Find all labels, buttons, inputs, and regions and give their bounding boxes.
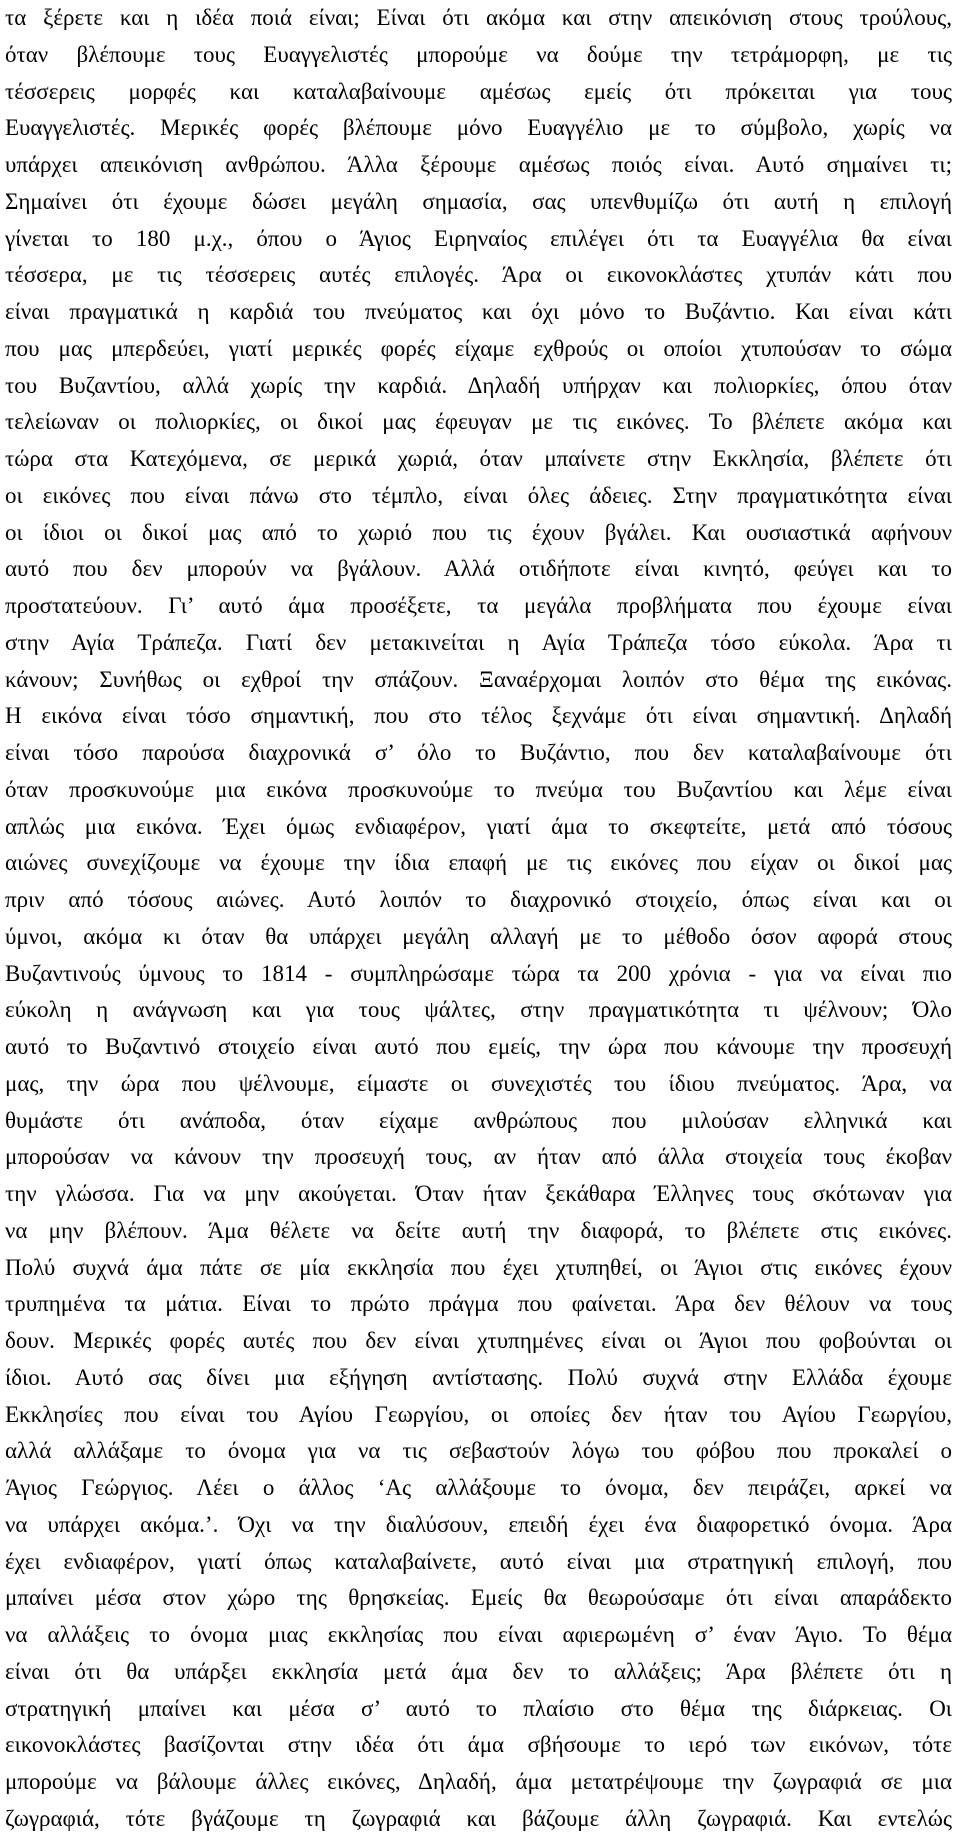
text-line: μπαίνει μέσα στον χώρο της θρησκείας. Εμείς θα θεωρούσαμε ότι είναι απαράδεκτο <box>5 1585 952 1611</box>
text-line: στην Αγία Τράπεζα. Γιατί δεν μετακινείται η Αγία Τράπεζα τόσο εύκολα. Άρα τι <box>5 629 952 655</box>
text-line: δουν. Μερικές φορές αυτές που δεν είναι χτυπημένες είναι οι Άγιοι που φοβούνται οι <box>5 1328 952 1353</box>
text-line: Πολύ συχνά άμα πάτε σε μία εκκλησία που έχει χτυπηθεί, οι Άγιοι στις εικόνες έχουν <box>5 1254 952 1280</box>
text-line: να υπάρχει ακόμα.’. Όχι να την διαλύσουν, επειδή έχει ένα διαφορετικό όνομα. Άρα <box>5 1511 952 1537</box>
text-line: Η εικόνα είναι τόσο σημαντική, που στο τέλος ξεχνάμε ότι είναι σημαντική. Δηλαδή <box>5 703 952 729</box>
text-line: τέσσερα, με τις τέσσερεις αυτές επιλογές. Άρα οι εικονοκλάστες χτυπάν κάτι που <box>5 262 952 288</box>
text-line: να μην βλέπουν. Άμα θέλετε να δείτε αυτή την διαφορά, το βλέπετε στις εικόνες. <box>5 1217 952 1243</box>
text-line: Εκκλησίες που είναι του Αγίου Γεωργίου, οι οποίες δεν ήταν του Αγίου Γεωργίου, <box>5 1401 952 1427</box>
text-line: αλλά αλλάξαμε το όνομα για να τις σεβαστούν λόγω του φόβου που προκαλεί ο <box>5 1438 952 1464</box>
text-line: οι ίδιοι οι δικοί μας από το χωριό που τις έχουν βγάλει. Και ουσιαστικά αφήνουν <box>5 519 952 545</box>
body-paragraph <box>5 0 952 1838</box>
text-line: έχει ενδιαφέρον, γιατί όπως καταλαβαίνετε, αυτό είναι μια στρατηγική επιλογή, που <box>5 1548 952 1574</box>
text-line: προστατεύουν. Γι’ αυτό άμα προσέξετε, τα μεγάλα προβλήματα που έχουμε είναι <box>5 593 952 618</box>
text-line: μπορούμε να βάλουμε άλλες εικόνες, Δηλαδή, άμα μετατρέψουμε την ζωγραφιά σε μια <box>5 1769 952 1794</box>
text-line: αιώνες συνεχίζουμε να έχουμε την ίδια επαφή με τις εικόνες που είχαν οι δικοί μας <box>5 850 952 876</box>
text-line: μας, την ώρα που ψέλνουμε, είμαστε οι συνεχιστές του ίδιου πνεύματος. Άρα, να <box>5 1070 952 1096</box>
text-line: Άγιος Γεώργιος. Λέει ο άλλος ‘Ας αλλάξουμε το όνομα, δεν πειράζει, αρκεί να <box>5 1475 952 1500</box>
text-line: στρατηγική μπαίνει και μέσα σ’ αυτό το πλαίσιο στο θέμα της διάρκειας. Οι <box>5 1695 952 1721</box>
text-line: είναι πραγματικά η καρδιά του πνεύματος και όχι μόνο το Βυζάντιο. Και είναι κάτι <box>5 299 952 324</box>
text-line: όταν βλέπουμε τους Ευαγγελιστές μπορούμε να δούμε την τετράμορφη, με τις <box>5 41 952 67</box>
text-line: γίνεται το 180 μ.χ., όπου ο Άγιος Ειρηναίος επιλέγει ότι τα Ευαγγέλια θα είναι <box>5 225 952 251</box>
text-line: εύκολη η ανάγνωση και για τους ψάλτες, στην πραγματικότητα τι ψέλνουν; Όλο <box>5 997 952 1023</box>
text-line: αυτό το Βυζαντινό στοιχείο είναι αυτό που εμείς, την ώρα που κάνουμε την προσευχή <box>5 1034 952 1059</box>
text-line: κάνουν; Συνήθως οι εχθροί την σπάζουν. Ξαναέρχομαι λοιπόν στο θέμα της εικόνας. <box>5 666 952 692</box>
text-line: απλώς μια εικόνα. Έχει όμως ενδιαφέρον, γιατί άμα το σκεφτείτε, μετά από τόσους <box>5 813 952 839</box>
text-line: τα ξέρετε και η ιδέα ποιά είναι; Είναι ότι ακόμα και στην απεικόνιση στους τρούλους, <box>5 5 952 30</box>
text-line: τέσσερεις μορφές και καταλαβαίνουμε αμέσως εμείς ότι πρόκειται για τους <box>5 78 952 104</box>
text-line: αυτό που δεν μπορούν να βγάλουν. Αλλά οτιδήποτε είναι κινητό, φεύγει και το <box>5 556 952 582</box>
text-line: Σημαίνει ότι έχουμε δώσει μεγάλη σημασία, σας υπενθυμίζω ότι αυτή η επιλογή <box>5 188 952 214</box>
text-line: να αλλάξεις το όνομα μιας εκκλησίας που είναι αφιερωμένη σ’ έναν Άγιο. Το θέμα <box>5 1622 952 1647</box>
text-line: Βυζαντινούς ύμνους το 1814 - συμπληρώσαμε τώρα τα 200 χρόνια - για να είναι πιο <box>5 960 952 986</box>
text-line: ύμνοι, ακόμα κι όταν θα υπάρχει μεγάλη αλλαγή με το μέθοδο όσον αφορά στους <box>5 923 952 949</box>
text-line: την γλώσσα. Για να μην ακούγεται. Όταν ήταν ξεκάθαρα Έλληνες τους σκότωναν για <box>5 1181 952 1206</box>
text-line: μπορούσαν να κάνουν την προσευχή τους, αν ήταν από άλλα στοιχεία τους έκοβαν <box>5 1144 952 1170</box>
text-line: θυμάστε ότι ανάποδα, όταν είχαμε ανθρώπους που μιλούσαν ελληνικά και <box>5 1107 952 1133</box>
text-line: τελείωναν οι πολιορκίες, οι δικοί μας έφευγαν με τις εικόνες. Το βλέπετε ακόμα και <box>5 409 952 435</box>
text-line: είναι ότι θα υπάρξει εκκλησία μετά άμα δεν το αλλάξεις; Άρα βλέπετε ότι η <box>5 1658 952 1684</box>
text-line: είναι τόσο παρούσα διαχρονικά σ’ όλο το Βυζάντιο, που δεν καταλαβαίνουμε ότι <box>5 740 952 765</box>
text-line: υπάρχει απεικόνιση ανθρώπου. Άλλα ξέρουμε αμέσως ποιός είναι. Αυτό σημαίνει τι; <box>5 152 952 177</box>
text-line: του Βυζαντίου, αλλά χωρίς την καρδιά. Δηλαδή υπήρχαν και πολιορκίες, όπου όταν <box>5 372 952 398</box>
text-line: Ευαγγελιστές. Μερικές φορές βλέπουμε μόνο Ευαγγέλιο με το σύμβολο, χωρίς να <box>5 115 952 141</box>
text-line: εικονοκλάστες βασίζονται στην ιδέα ότι άμα σβήσουμε το ιερό των εικόνων, τότε <box>5 1732 952 1758</box>
text-line: που μας μπερδεύει, γιατί μερικές φορές είχαμε εχθρούς οι οποίοι χτυπούσαν το σώμα <box>5 335 952 361</box>
text-line: τώρα στα Κατεχόμενα, σε μερικά χωριά, όταν μπαίνετε στην Εκκλησία, βλέπετε ότι <box>5 446 952 471</box>
document-page <box>5 0 952 1831</box>
text-line: ίδιοι. Αυτό σας δίνει μια εξήγηση αντίστασης. Πολύ συχνά στην Ελλάδα έχουμε <box>5 1364 952 1390</box>
text-line: οι εικόνες που είναι πάνω στο τέμπλο, είναι όλες άδειες. Στην πραγματικότητα είναι <box>5 482 952 508</box>
text-line: πριν από τόσους αιώνες. Αυτό λοιπόν το διαχρονικό στοιχείο, όπως είναι και οι <box>5 887 952 912</box>
text-line: ζωγραφιά, τότε βγάζουμε τη ζωγραφιά και βάζουμε άλλη ζωγραφιά. Και εντελώς <box>5 1805 952 1831</box>
text-line: τρυπημένα τα μάτια. Είναι το πρώτο πράγμα που φαίνεται. Άρα δεν θέλουν να τους <box>5 1291 952 1317</box>
text-line: όταν προσκυνούμε μια εικόνα προσκυνούμε το πνεύμα του Βυζαντίου και λέμε είναι <box>5 776 952 802</box>
